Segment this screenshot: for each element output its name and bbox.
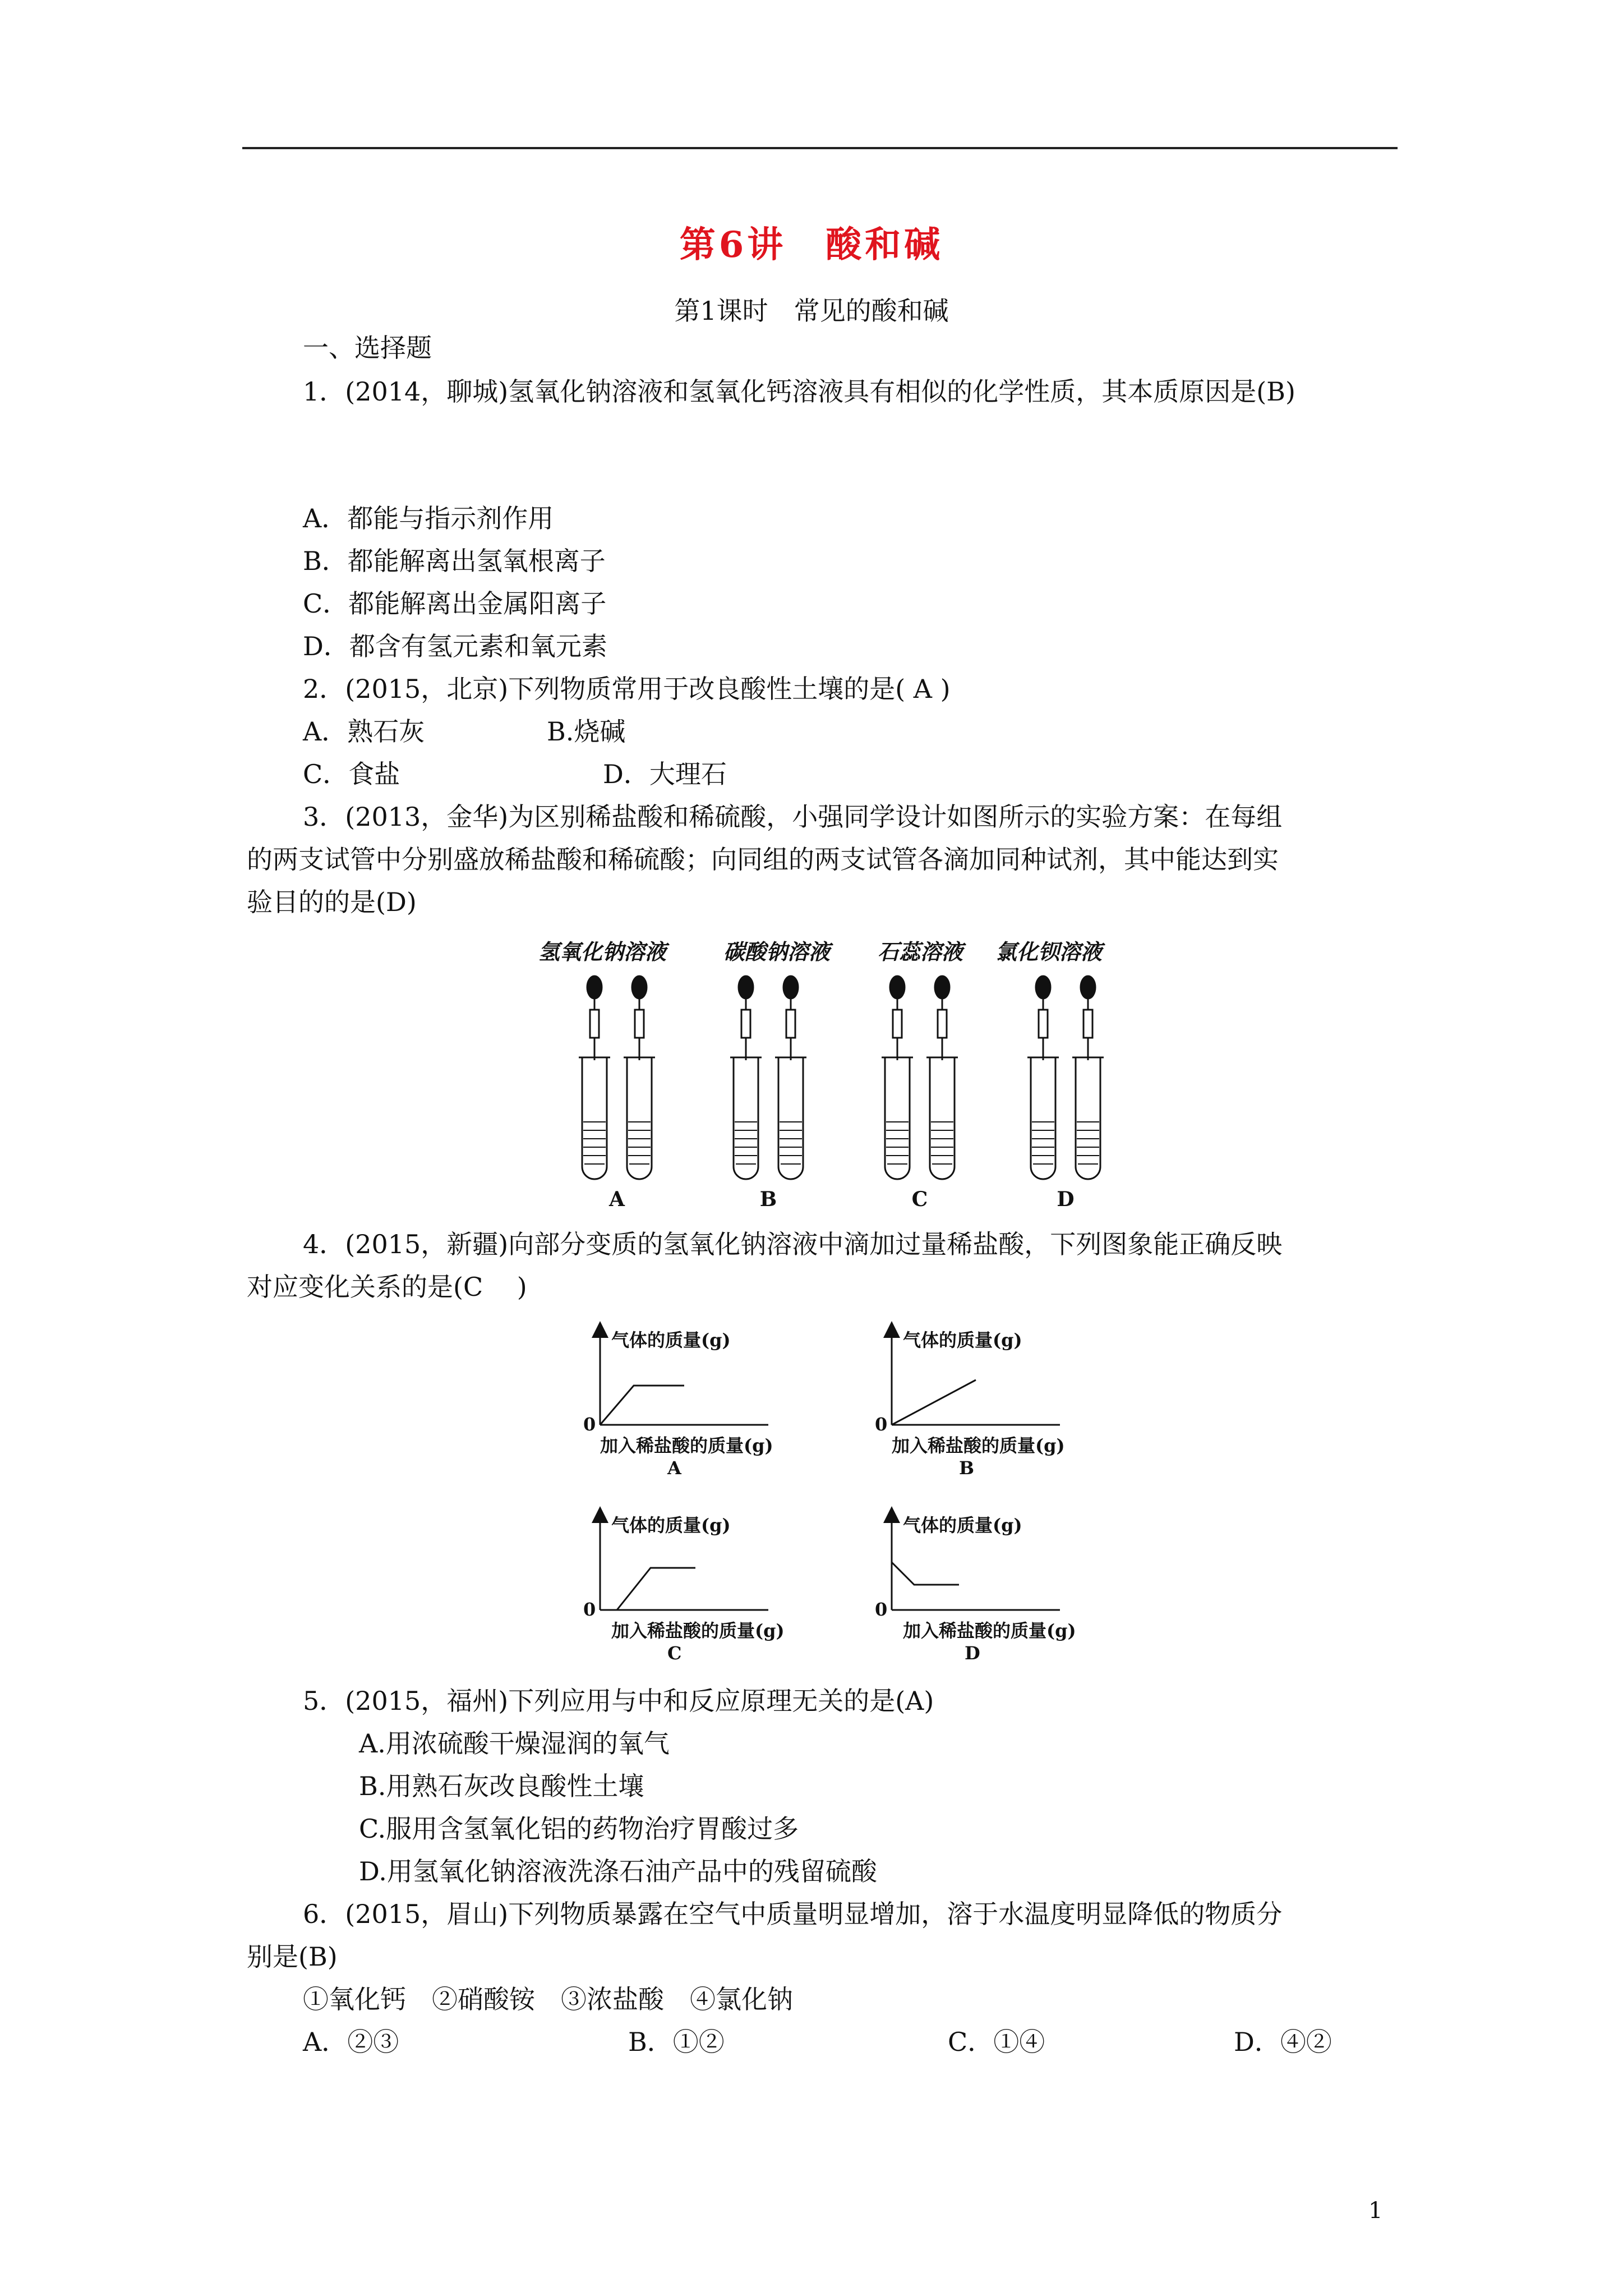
lesson-subtitle: 第1课时 常见的酸和碱 [674,296,949,326]
q1-stem: 1．(2014，聊城)氢氧化钠溶液和氢氧化钙溶液具有相似的化学性质，其本质原因是(B) [303,376,1295,407]
reagent-label-a: 氢氧化钠溶液 [538,939,667,964]
gas-mass-graphs [578,1318,1127,1666]
reagent-label-d: 氯化钡溶液 [995,939,1103,964]
graph-c-label: C [667,1642,682,1664]
tube-group-b [730,976,806,1179]
lesson-title: 第6讲 酸和碱 [679,224,944,266]
q6-stem-line-1: 6．(2015，眉山)下列物质暴露在空气中质量明显增加，溶于水温度明显降低的物质分 [303,1899,1283,1929]
q6-items: ①氧化钙 ②硝酸铵 ③浓盐酸 ④氯化钠 [303,1984,793,2014]
graph-c-curve [600,1568,695,1610]
test-tube-figure [538,931,1144,1212]
page-number: 1 [1368,2198,1383,2224]
q2-stem: 2．(2015，北京)下列物质常用于改良酸性土壤的是( A ) [303,674,951,704]
q6-stem-line-2: 别是(B) [247,1941,338,1972]
graph-a-ylabel: 气体的质量(g) [611,1329,731,1351]
graph-c-origin: 0 [583,1599,596,1620]
graph-a-origin: 0 [583,1414,596,1435]
q3-stem-line-3: 验目的的是(D) [247,887,417,917]
tube-group-d [1027,976,1104,1179]
q6-option-c: C．①④ [948,2027,1045,2057]
graph-b-ylabel: 气体的质量(g) [903,1329,1022,1351]
q6-option-b: B．①② [628,2027,725,2057]
q3-stem-line-2: 的两支试管中分别盛放稀盐酸和稀硫酸；向同组的两支试管各滴加同种试剂，其中能达到实 [247,844,1279,875]
graph-b-origin: 0 [875,1414,888,1435]
tube-group-c [882,976,958,1179]
tube-group-a [579,976,655,1179]
graph-a [583,1329,773,1479]
group-label-c: C [911,1188,928,1211]
graph-c-xlabel: 加入稀盐酸的质量(g) [611,1620,785,1641]
reagent-label-c: 石蕊溶液 [878,939,963,964]
graph-c [583,1515,785,1664]
q2-option-c: C．食盐 [303,759,400,789]
section-heading: 一、选择题 [303,333,432,363]
q4-stem-line-2: 对应变化关系的是(C ) [247,1272,527,1302]
q2-option-a: A．熟石灰 [303,716,425,747]
q5-stem: 5．(2015，福州)下列应用与中和反应原理无关的是(A) [303,1686,934,1716]
q2-option-b: B.烧碱 [547,716,626,747]
graph-b-label: B [959,1457,975,1479]
q5-option-c: C.服用含氢氧化铝的药物治疗胃酸过多 [359,1814,799,1844]
q2-option-d: D．大理石 [603,759,727,789]
graph-d [875,1515,1076,1664]
q6-option-a: A．②③ [303,2027,399,2057]
q3-stem-line-1: 3．(2013，金华)为区别稀盐酸和稀硫酸，小强同学设计如图所示的实验方案：在每组 [303,802,1283,832]
reagent-label-b: 碳酸钠溶液 [723,939,831,964]
group-label-b: B [759,1188,777,1211]
graph-d-xlabel: 加入稀盐酸的质量(g) [903,1620,1076,1641]
graph-b-xlabel: 加入稀盐酸的质量(g) [892,1435,1065,1456]
graph-b [875,1329,1065,1479]
q6-option-d: D．④② [1234,2027,1332,2057]
graph-a-label: A [667,1457,681,1479]
graph-d-origin: 0 [875,1599,888,1620]
graph-b-curve [892,1380,976,1425]
q1-option-a: A．都能与指示剂作用 [303,503,554,533]
q1-option-c: C．都能解离出金属阳离子 [303,588,607,619]
group-label-d: D [1057,1188,1075,1211]
group-label-a: A [609,1188,625,1211]
graph-d-ylabel: 气体的质量(g) [903,1515,1022,1536]
q4-stem-line-1: 4．(2015，新疆)向部分变质的氢氧化钠溶液中滴加过量稀盐酸，下列图象能正确反映 [303,1229,1283,1259]
q5-option-b: B.用熟石灰改良酸性土壤 [359,1771,644,1801]
header-rule [242,147,1398,149]
graph-d-curve [892,1562,959,1585]
graph-d-label: D [965,1642,980,1664]
q5-option-a: A.用浓硫酸干燥湿润的氧气 [359,1728,670,1759]
q5-option-d: D.用氢氧化钠溶液洗涤石油产品中的残留硫酸 [359,1856,877,1887]
graph-a-xlabel: 加入稀盐酸的质量(g) [600,1435,773,1456]
graph-a-curve [600,1386,684,1425]
q1-option-d: D．都含有氢元素和氧元素 [303,631,607,661]
q1-option-b: B．都能解离出氢氧根离子 [303,546,606,576]
graph-c-ylabel: 气体的质量(g) [611,1515,731,1536]
